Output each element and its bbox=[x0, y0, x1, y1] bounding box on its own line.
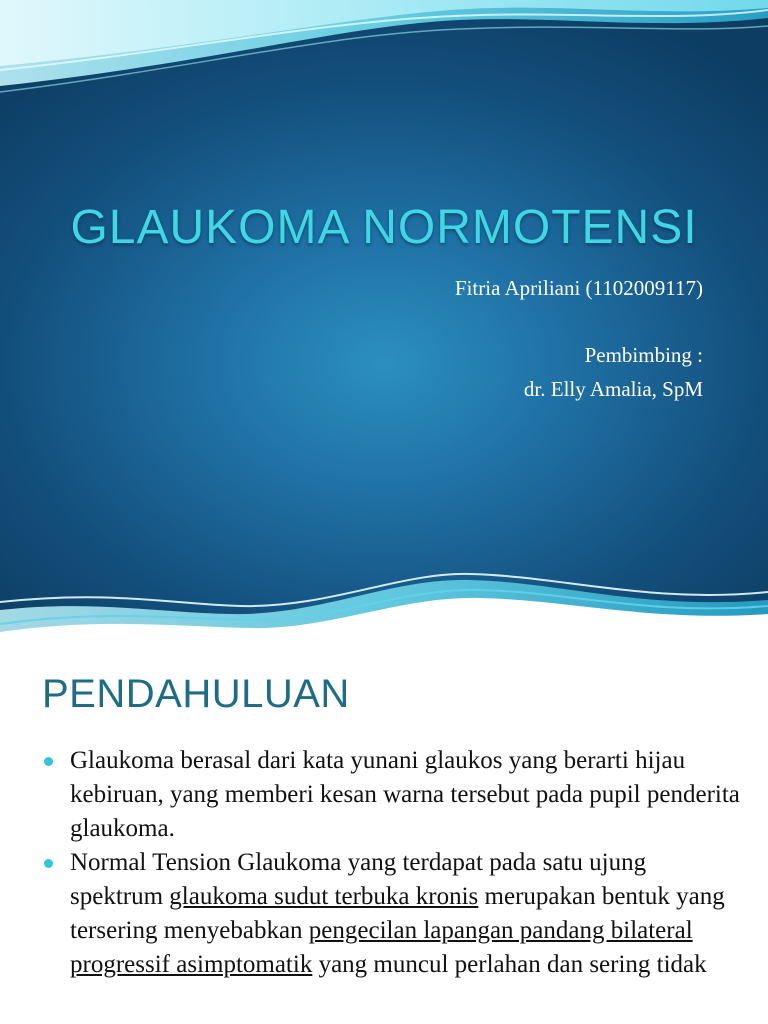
bullet-text-part: Normal Tension Glaukoma yang terdapat pada satu ujung spektrum bbox=[70, 849, 647, 910]
bullet-icon bbox=[44, 859, 53, 868]
list-item bbox=[42, 846, 742, 982]
bullet-list bbox=[42, 744, 742, 982]
bullet-text-part: merupakan bentuk yang tersering menyebabkan bbox=[70, 883, 725, 944]
supervisor-name: dr. Elly Amalia, SpM bbox=[523, 377, 703, 401]
underlined-term: glaukoma sudut terbuka kronis bbox=[169, 883, 479, 910]
slide-title: GLAUKOMA NORMOTENSI bbox=[70, 201, 698, 254]
list-item bbox=[42, 744, 742, 846]
underlined-term: pengecilan lapangan pandang bilateral progressif asimptomatik bbox=[70, 917, 693, 978]
author-name: Fitria Apriliani (1102009117) bbox=[454, 276, 703, 300]
supervisor-label: Pembimbing : bbox=[584, 343, 703, 367]
section-title: PENDAHULUAN bbox=[42, 672, 350, 716]
bullet-text: Glaukoma berasal dari kata yunani glaukos yang berarti hijau kebiruan, yang memberi kesan warna tersebut pada pupil penderita glaukoma. bbox=[70, 747, 740, 842]
bullet-icon bbox=[44, 757, 53, 766]
content-slide bbox=[0, 660, 768, 1024]
bullet-text-part: yang muncul perlahan dan sering tidak bbox=[312, 951, 707, 978]
